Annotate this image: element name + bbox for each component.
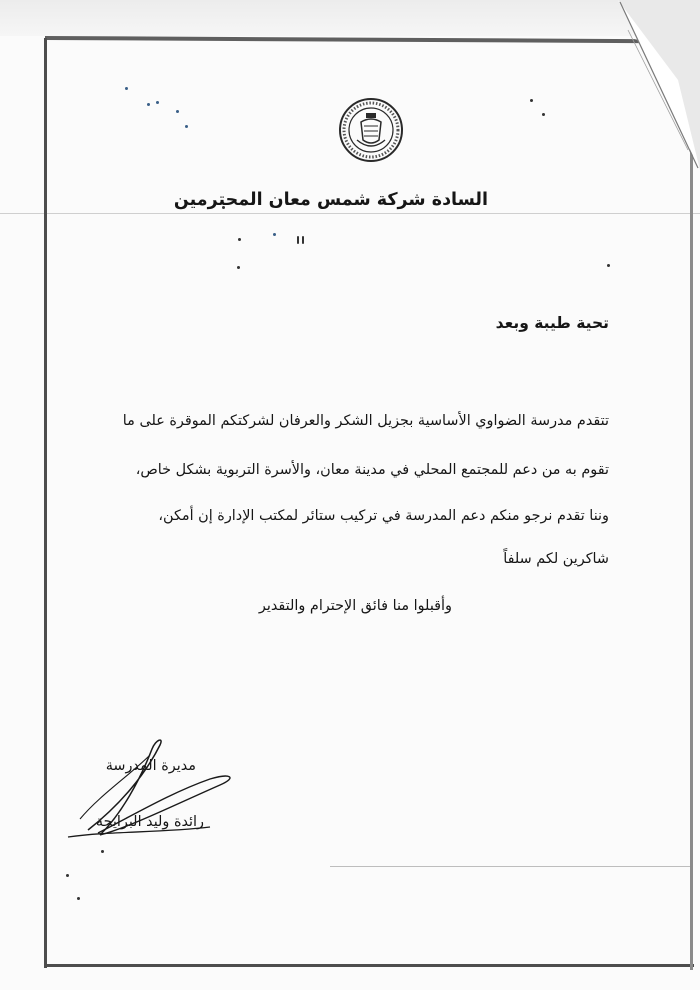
letter-body-line-1: تتقدم مدرسة الضواوي الأساسية بجزيل الشكر والعرفان لشركتكم الموقرة على ما bbox=[122, 413, 609, 429]
page-border-left bbox=[44, 38, 47, 968]
scan-speck bbox=[302, 236, 304, 244]
scan-speck bbox=[176, 110, 179, 113]
page-border-right bbox=[690, 70, 693, 970]
page-border-bottom bbox=[44, 964, 694, 967]
scan-speck bbox=[530, 99, 533, 102]
ministry-seal-icon bbox=[337, 96, 405, 164]
scan-speck bbox=[125, 87, 128, 90]
scan-hairline bbox=[0, 213, 700, 214]
scan-speck bbox=[185, 125, 188, 128]
scan-speck bbox=[297, 236, 299, 244]
scan-speck bbox=[607, 264, 610, 267]
scan-speck bbox=[273, 233, 276, 236]
scan-speck bbox=[542, 113, 545, 116]
letter-body-line-2: تقوم به من دعم للمجتمع المحلي في مدينة معان، والأسرة التربوية بشكل خاص، bbox=[135, 462, 609, 478]
letter-greeting: تحية طيبة وبعد bbox=[495, 314, 609, 332]
letter-closing: وأقبلوا منا فائق الإحترام والتقدير bbox=[258, 598, 452, 614]
letter-addressee: السادة شركة شمس معان المحترمين bbox=[173, 190, 488, 210]
page-border-top bbox=[45, 36, 645, 43]
scan-speck bbox=[66, 874, 69, 877]
scan-speck bbox=[237, 266, 240, 269]
scan-speck bbox=[156, 101, 159, 104]
letter-body-line-3: وننا تقدم نرجو منكم دعم المدرسة في تركيب ستائر لمكتب الإدارة إن أمكن، bbox=[158, 508, 609, 524]
signature-title: مديرة المدرسة bbox=[105, 758, 196, 774]
scan-speck bbox=[238, 238, 241, 241]
scan-speck bbox=[147, 103, 150, 106]
signature-name: رائدة وليد البرايجة bbox=[95, 814, 204, 830]
letter-body-line-4: شاكرين لكم سلفاً bbox=[503, 551, 609, 567]
handwritten-signature bbox=[60, 735, 260, 855]
folded-corner bbox=[618, 0, 700, 170]
scan-speck bbox=[77, 897, 80, 900]
scan-hairline bbox=[330, 866, 690, 867]
scanner-edge bbox=[0, 0, 700, 36]
